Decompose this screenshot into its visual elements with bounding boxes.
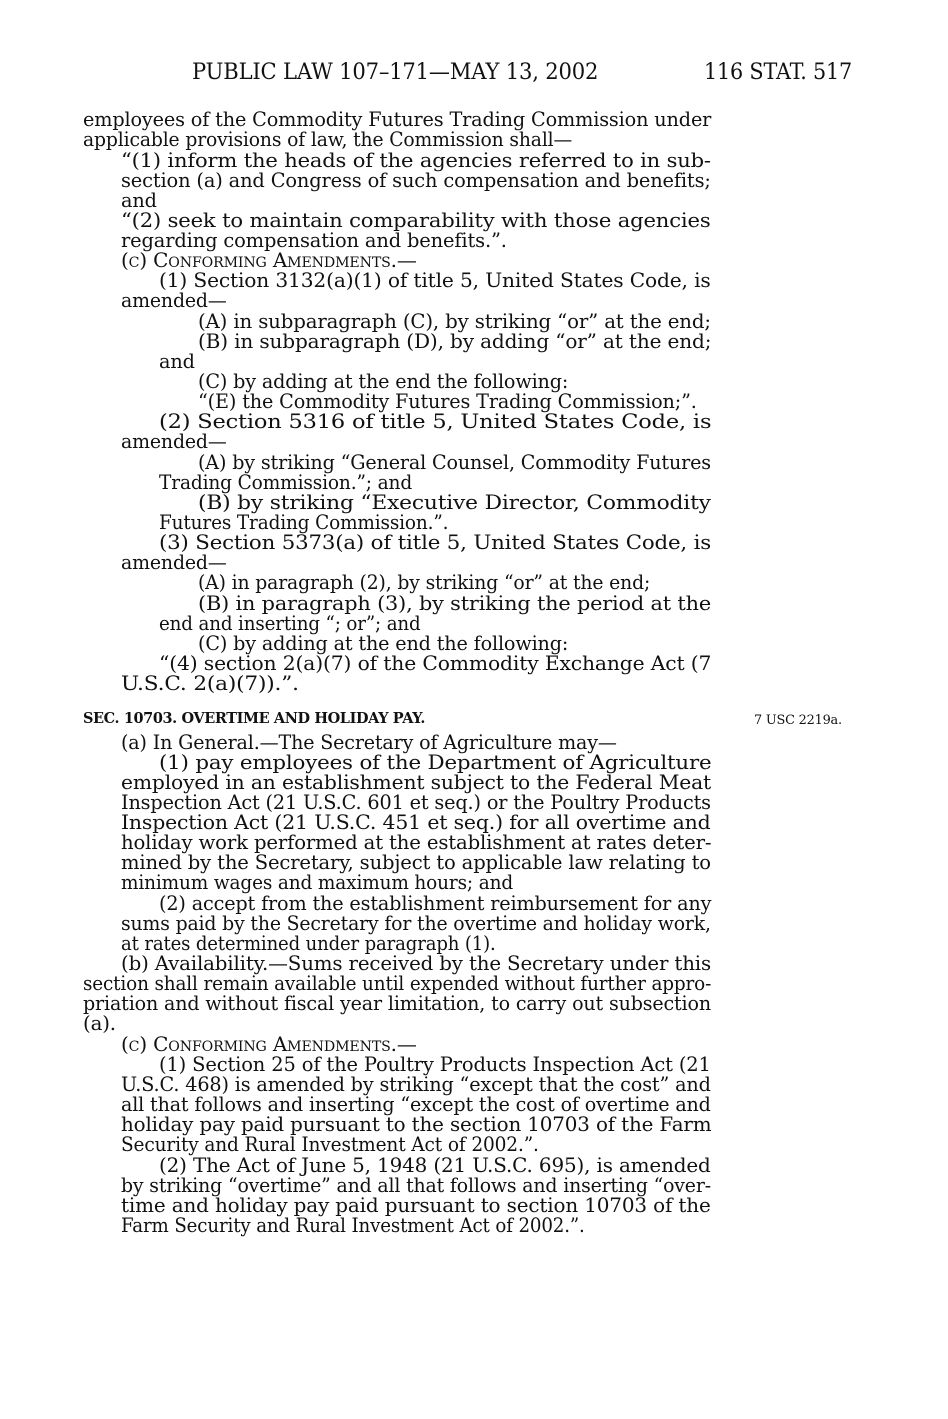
text-line: priation and without fiscal year limitation, to carry out subsection — [83, 992, 711, 1015]
text-line: amended— — [121, 551, 227, 574]
text-line: and — [121, 189, 157, 212]
subsection-heading: (c) Conforming Amendments.— — [121, 1033, 417, 1056]
text-line: time and holiday pay paid pursuant to section 10703 of the — [121, 1194, 711, 1217]
text-line: (1) pay employees of the Department of Agriculture — [159, 751, 712, 774]
text-line: (A) in subparagraph (C), by striking “or” at the end; — [198, 310, 711, 333]
section-heading: SEC. 10703. OVERTIME AND HOLIDAY PAY. — [83, 709, 426, 727]
running-header-stat: 116 STAT. 517 — [704, 60, 853, 85]
text-line: minimum wages and maximum hours; and — [121, 871, 514, 894]
text-line: (3) Section 5373(a) of title 5, United States Code, is — [159, 531, 712, 554]
text-line: U.S.C. 2(a)(7)).”. — [121, 672, 299, 695]
text-line: “(2) seek to maintain comparability with those agencies — [121, 209, 711, 232]
text-line: U.S.C. 468) is amended by striking “except that the cost” and — [121, 1073, 711, 1096]
text-line: Farm Security and Rural Investment Act of 2002.”. — [121, 1214, 585, 1237]
subsection-heading: (c) Conforming Amendments.— — [121, 249, 417, 272]
text-line: employees of the Commodity Futures Trading Commission under — [83, 108, 712, 131]
text-line: regarding compensation and benefits.”. — [121, 229, 507, 252]
text-line: (b) Availability.—Sums received by the Secretary under this — [121, 952, 711, 975]
text-line: (2) Section 5316 of title 5, United States Code, is — [159, 410, 712, 433]
text-line: employed in an establishment subject to the Federal Meat — [121, 771, 712, 794]
text-line: (A) in paragraph (2), by striking “or” at the end; — [198, 571, 651, 594]
text-line: Security and Rural Investment Act of 2002.”. — [121, 1133, 539, 1156]
text-line: amended— — [121, 289, 227, 312]
running-header-title: PUBLIC LAW 107–171—MAY 13, 2002 — [192, 60, 599, 85]
text-line: (a) In General.—The Secretary of Agriculture may— — [121, 731, 617, 754]
text-line: “(1) inform the heads of the agencies referred to in sub- — [121, 149, 711, 172]
text-line: (1) Section 25 of the Poultry Products Inspection Act (21 — [159, 1053, 711, 1076]
text-line: by striking “overtime” and all that follows and inserting “over- — [121, 1174, 711, 1197]
text-line: “(E) the Commodity Futures Trading Commission;”. — [198, 390, 697, 413]
text-line: (2) The Act of June 5, 1948 (21 U.S.C. 695), is amended — [159, 1154, 711, 1177]
text-line: (B) by striking “Executive Director, Commodity — [198, 491, 711, 514]
text-line: sums paid by the Secretary for the overtime and holiday work, — [121, 912, 711, 935]
text-line: Futures Trading Commission.”. — [159, 511, 449, 534]
text-line: section (a) and Congress of such compensation and benefits; — [121, 169, 711, 192]
text-line: applicable provisions of law, the Commission shall— — [83, 128, 573, 151]
text-line: Trading Commission.”; and — [159, 471, 413, 494]
text-line: (C) by adding at the end the following: — [198, 632, 569, 655]
text-line: at rates determined under paragraph (1). — [121, 932, 496, 955]
text-line: section shall remain available until expended without further appro- — [83, 972, 712, 995]
text-line: amended— — [121, 430, 227, 453]
text-line: Inspection Act (21 U.S.C. 601 et seq.) or the Poultry Products — [121, 791, 711, 814]
text-line: (B) in paragraph (3), by striking the period at the — [198, 592, 712, 615]
text-line: and — [159, 350, 195, 373]
text-line: (2) accept from the establishment reimbursement for any — [159, 892, 712, 915]
text-line: (A) by striking “General Counsel, Commodity Futures — [198, 451, 711, 474]
text-line: (C) by adding at the end the following: — [198, 370, 569, 393]
text-line: (B) in subparagraph (D), by adding “or” at the end; — [198, 330, 712, 353]
text-line: “(4) section 2(a)(7) of the Commodity Exchange Act (7 — [159, 652, 712, 675]
text-line: end and inserting “; or”; and — [159, 612, 421, 635]
text-line: mined by the Secretary, subject to applicable law relating to — [121, 851, 711, 874]
margin-note: 7 USC 2219a. — [754, 713, 842, 728]
text-line: (1) Section 3132(a)(1) of title 5, United States Code, is — [159, 269, 711, 292]
text-line: all that follows and inserting “except the cost of overtime and — [121, 1093, 711, 1116]
text-line: holiday work performed at the establishment at rates deter- — [121, 831, 712, 854]
text-line: (a). — [83, 1012, 116, 1035]
text-line: holiday pay paid pursuant to the section 10703 of the Farm — [121, 1113, 712, 1136]
text-line: Inspection Act (21 U.S.C. 451 et seq.) for all overtime and — [121, 811, 711, 834]
